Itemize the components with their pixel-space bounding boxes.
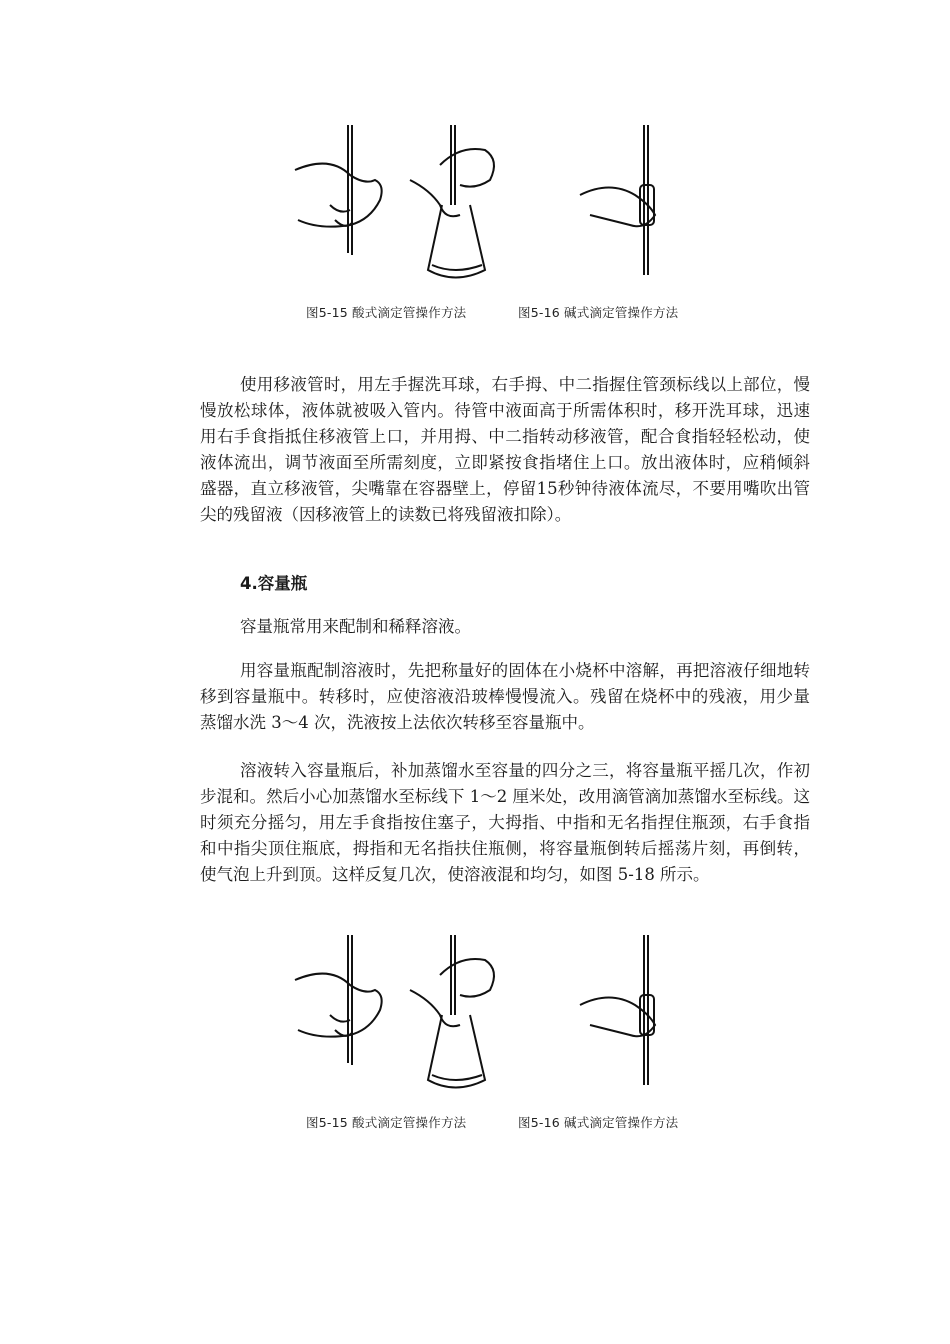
paragraph-flask-preparation: 用容量瓶配制溶液时，先把称量好的固体在小烧杯中溶解，再把溶液仔细地转移到容量瓶中。转移时，应使溶液沿玻棒慢慢流入。残留在烧杯中的残液，用少量蒸馏水洗 3～4 次，洗液按上法依次转移至容量瓶中。 xyxy=(200,661,810,732)
figure-caption-base-burette: 图5-16 碱式滴定管操作方法 xyxy=(518,305,679,320)
section-heading-volumetric-flask: 4.容量瓶 xyxy=(240,574,308,593)
figure-bottom xyxy=(290,935,710,1135)
burette-illustration xyxy=(290,935,710,1110)
figure-caption-acid-burette: 图5-15 酸式滴定管操作方法 xyxy=(306,305,467,320)
figure-caption-acid-burette: 图5-15 酸式滴定管操作方法 xyxy=(306,1115,467,1130)
figure-caption-base-burette: 图5-16 碱式滴定管操作方法 xyxy=(518,1115,679,1130)
paragraph-flask-intro: 容量瓶常用来配制和稀释溶液。 xyxy=(240,617,471,636)
figure-top xyxy=(290,125,710,325)
paragraph-flask-mixing: 溶液转入容量瓶后，补加蒸馏水至容量的四分之三，将容量瓶平摇几次，作初步混和。然后小心加蒸馏水至标线下 1～2 厘米处，改用滴管滴加蒸馏水至标线。这时须充分摇匀，用左手食指按住塞子，大拇指、中指和无名指捏住瓶颈，右手食指和中指尖顶住瓶底，拇指和无名指扶住瓶侧，将容量瓶倒转后摇荡片刻，再倒转，使气泡上升到顶。这样反复几次，使溶液混和均匀，如图 5-18 所示。 xyxy=(200,761,810,884)
burette-illustration xyxy=(290,125,710,300)
paragraph-pipette-usage: 使用移液管时，用左手握洗耳球，右手拇、中二指握住管颈标线以上部位，慢慢放松球体，液体就被吸入管内。待管中液面高于所需体积时，移开洗耳球，迅速用右手食指抵住移液管上口，并用拇、中二指转动移液管，配合食指轻轻松动，使液体流出，调节液面至所需刻度，立即紧按食指堵住上口。放出液体时，应稍倾斜盛器，直立移液管，尖嘴靠在容器壁上，停留15秒钟待液体流尽，不要用嘴吹出管尖的残留液（因移液管上的读数已将残留液扣除）。 xyxy=(200,375,810,524)
